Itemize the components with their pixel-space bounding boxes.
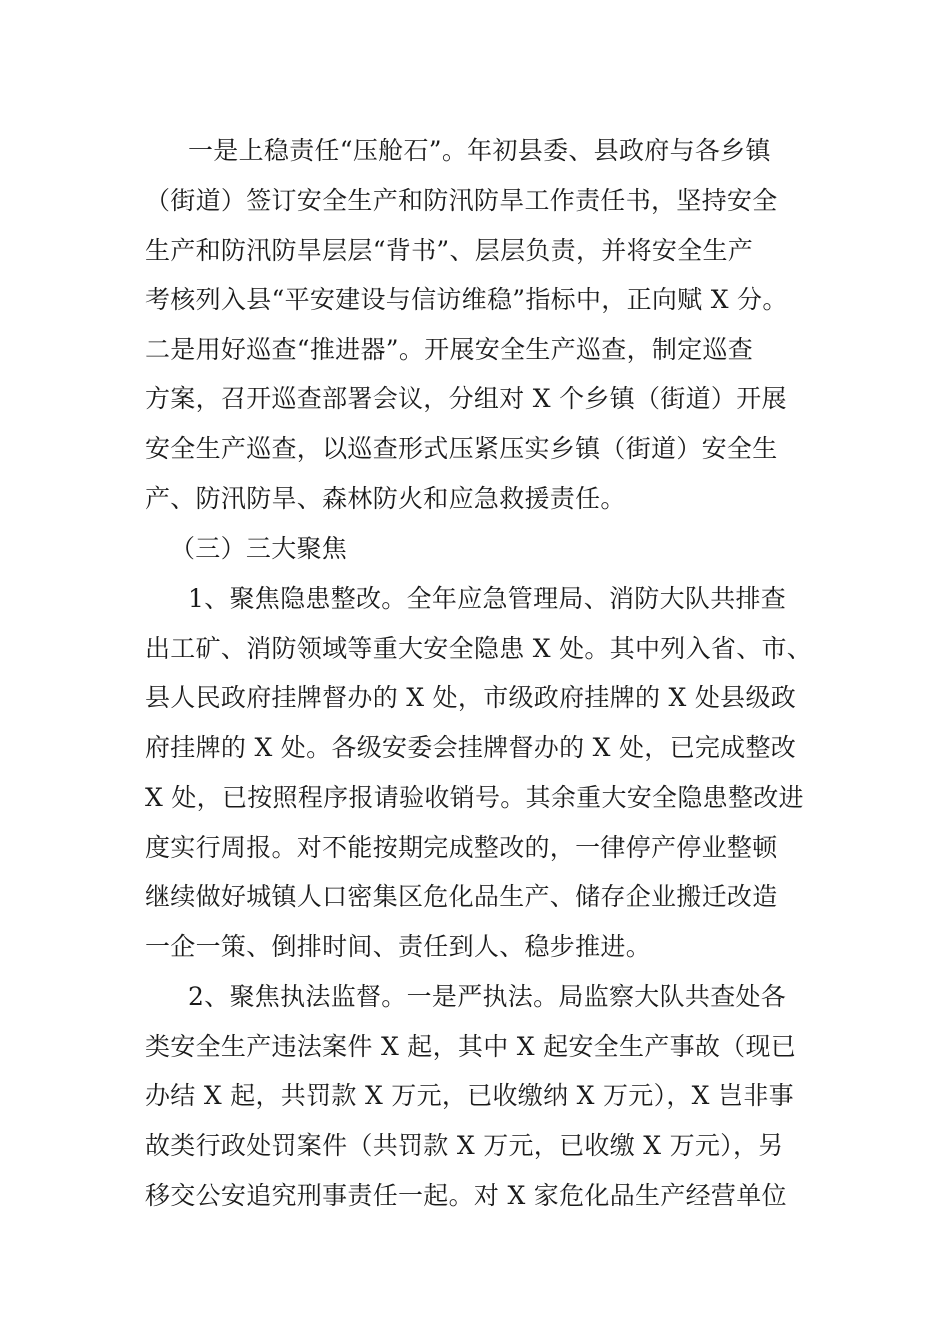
paragraph-line: 府挂牌的 X 处。各级安委会挂牌督办的 X 处，已完成整改 [145, 733, 797, 762]
paragraph-line: 度实行周报。对不能按期完成整改的，一律停产停业整顿 [145, 833, 778, 862]
section-heading: （三）三大聚焦 [170, 534, 348, 563]
paragraph-line: 生产和防汛防旱层层“背书”、层层负责，并将安全生产 [145, 236, 754, 265]
paragraph-line: （街道）签订安全生产和防汛防旱工作责任书，坚持安全 [145, 186, 778, 215]
paragraph-line: 继续做好城镇人口密集区危化品生产、储存企业搬迁改造 [145, 882, 778, 911]
paragraph-line: 考核列入县“平安建设与信访维稳”指标中，正向赋 X 分。 [145, 285, 788, 314]
paragraph-line: 二是用好巡查“推进器”。开展安全生产巡查，制定巡查 [145, 335, 754, 364]
paragraph-line: 1、聚焦隐患整改。全年应急管理局、消防大队共排查 [188, 584, 787, 613]
paragraph-line: 县人民政府挂牌督办的 X 处，市级政府挂牌的 X 处县级政 [145, 683, 797, 712]
paragraph-line: 方案，召开巡查部署会议，分组对 X 个乡镇（街道）开展 [145, 384, 787, 413]
paragraph-line: 故类行政处罚案件（共罚款 X 万元，已收缴 X 万元），另 [145, 1131, 784, 1160]
paragraph-line: 办结 X 起，共罚款 X 万元，已收缴纳 X 万元），X 岂非事 [145, 1081, 794, 1110]
paragraph-line: 一企一策、倒排时间、责任到人、稳步推进。 [145, 932, 652, 961]
paragraph-line: 出工矿、消防领域等重大安全隐患 X 处。其中列入省、市、 [145, 634, 813, 663]
paragraph-line: 安全生产巡查，以巡查形式压紧压实乡镇（街道）安全生 [145, 434, 778, 463]
paragraph-line: 产、防汛防旱、森林防火和应急救援责任。 [145, 484, 626, 513]
paragraph-line: 移交公安追究刑事责任一起。对 X 家危化品生产经营单位 [145, 1181, 787, 1210]
paragraph-line: X 处，已按照程序报请验收销号。其余重大安全隐患整改进 [145, 783, 804, 812]
paragraph-line: 一是上稳责任“压舱石”。年初县委、县政府与各乡镇 [188, 136, 771, 165]
paragraph-line: 2、聚焦执法监督。一是严执法。局监察大队共查处各 [188, 982, 787, 1011]
paragraph-line: 类安全生产违法案件 X 起，其中 X 起安全生产事故（现已 [145, 1032, 797, 1061]
